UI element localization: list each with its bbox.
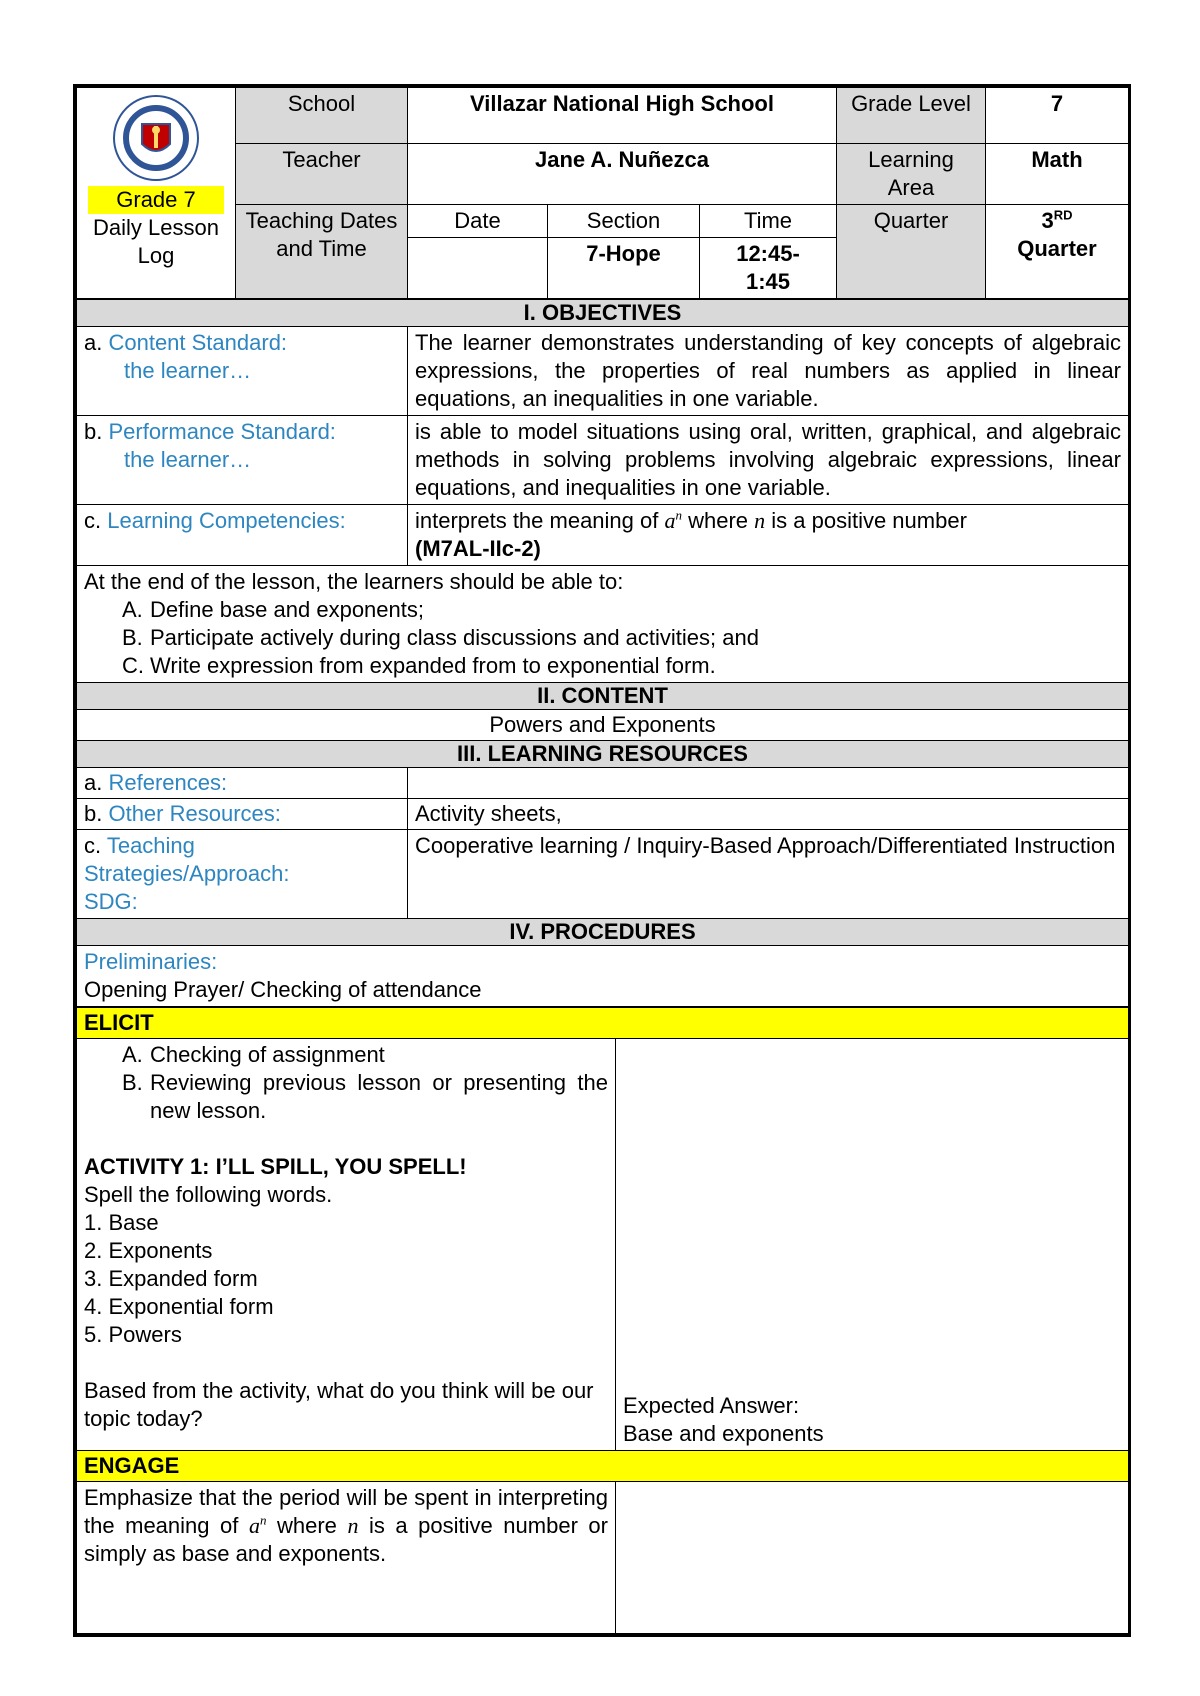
competency-text-pre: interprets the meaning of (415, 508, 665, 533)
content-heading: II. CONTENT (77, 683, 1129, 710)
time-cell (700, 205, 837, 299)
performance-standard-sub: the learner… (124, 447, 252, 472)
date-label: Date (408, 205, 547, 238)
strategies-label: Teaching Strategies/Approach: (84, 833, 290, 886)
goal-text: Write expression from expanded from to exponential form. (150, 653, 716, 678)
content-standard-label: Content Standard: (108, 330, 288, 355)
elicit-label: ELICIT (77, 1008, 1129, 1039)
competency-code: (M7AL-IIc-2) (415, 536, 541, 561)
teacher-label: Teacher (236, 144, 408, 205)
grade-level-label: Grade Level (837, 88, 986, 144)
quarter-word: Quarter (1017, 236, 1097, 261)
log-title-line2: Log (137, 243, 175, 268)
preliminaries-text: Opening Prayer/ Checking of attendance (84, 977, 482, 1002)
topic-question: Based from the activity, what do you think will be our topic today? (84, 1378, 594, 1431)
competencies-label: Learning Competencies: (107, 508, 346, 533)
word-item: 3. Expanded form (84, 1266, 258, 1291)
date-cell (408, 205, 548, 299)
goal-text: Participate actively during class discussions and activities; and (150, 625, 759, 650)
quarter-num: 3 (1041, 208, 1054, 233)
quarter-sup: RD (1053, 207, 1073, 223)
elicit-activities-cell (77, 1039, 616, 1451)
deped-seal-icon (112, 94, 200, 182)
strategies-letter: c. (84, 833, 107, 858)
other-resources-letter: b. (84, 801, 109, 826)
learning-area-value: Math (986, 144, 1129, 205)
performance-standard-letter: b. (84, 419, 109, 444)
strategies-cell (77, 830, 408, 919)
references-value (408, 768, 1129, 799)
performance-standard-label: Performance Standard: (108, 419, 336, 444)
activity-title: ACTIVITY 1: I’LL SPILL, YOU SPELL! (84, 1154, 467, 1179)
expected-answer-label: Expected Answer: (623, 1393, 800, 1418)
grade-badge: Grade 7 (88, 186, 224, 214)
section-cell (548, 205, 700, 299)
elicit-item (122, 1041, 608, 1069)
lesson-log-page (73, 84, 1131, 1637)
expected-answer-value: Base and exponents (623, 1421, 824, 1446)
learning-goals-intro: At the end of the lesson, the learners should be able to: (84, 569, 624, 594)
elicit-item (122, 1069, 608, 1125)
content-standard-cell (77, 327, 408, 416)
deped-logo-cell (77, 88, 236, 299)
content-standard-letter: a. (84, 330, 109, 355)
quarter-value (986, 205, 1129, 299)
engage-answer-cell (616, 1482, 1129, 1634)
competencies-text (408, 505, 1129, 566)
references-cell (77, 768, 408, 799)
learning-goals-cell (77, 566, 1129, 683)
goal-item (122, 652, 1121, 680)
engage-text (77, 1482, 616, 1634)
word-item: 4. Exponential form (84, 1294, 274, 1319)
school-label: School (236, 88, 408, 144)
competency-var: n (754, 508, 766, 533)
elicit-marker: B. (122, 1070, 143, 1095)
word-item: 5. Powers (84, 1322, 182, 1347)
time-label: Time (700, 205, 836, 238)
content-standard-text: The learner demonstrates understanding of key concepts of algebraic expressions, the properties of real numbers as applied in linear equations, an inequalities in one variable. (408, 327, 1129, 416)
objectives-table (76, 299, 1129, 1007)
content-topic: Powers and Exponents (77, 710, 1129, 741)
goal-text: Define base and exponents; (150, 597, 424, 622)
teaching-dates-label: Teaching Dates and Time (236, 205, 408, 299)
goal-marker: C. (122, 653, 144, 678)
grade-level-value: 7 (986, 88, 1129, 144)
content-standard-sub: the learner… (124, 358, 252, 383)
teacher-value: Jane A. Nuñezca (408, 144, 837, 205)
performance-standard-cell (77, 416, 408, 505)
engage-exp: n (259, 1512, 267, 1528)
quarter-label: Quarter (837, 205, 986, 299)
learning-area-label: Learning Area (837, 144, 986, 205)
engage-text-post: is a positive number or simply as base and exponents. (84, 1513, 608, 1566)
other-resources-value: Activity sheets, (408, 799, 1129, 830)
resources-heading: III. LEARNING RESOURCES (77, 741, 1129, 768)
word-item: 1. Base (84, 1210, 159, 1235)
references-letter: a. (84, 770, 109, 795)
competencies-letter: c. (84, 508, 108, 533)
expected-answer-cell (616, 1039, 1129, 1451)
lesson-log-frame (73, 84, 1131, 1637)
goal-item (122, 596, 1121, 624)
log-title-line1: Daily Lesson (93, 215, 219, 240)
competency-exp: n (675, 507, 682, 523)
competency-text-mid: where (681, 508, 755, 533)
section-label: Section (548, 205, 699, 238)
procedures-table (76, 1007, 1129, 1634)
section-value: 7-Hope (586, 241, 661, 266)
header-table (76, 87, 1129, 299)
competency-base: a (664, 508, 676, 533)
preliminaries-cell (77, 946, 1129, 1007)
elicit-marker: A. (122, 1042, 143, 1067)
engage-base: a (248, 1513, 260, 1538)
elicit-text: Checking of assignment (150, 1042, 385, 1067)
objectives-heading: I. OBJECTIVES (77, 300, 1129, 327)
procedures-heading: IV. PROCEDURES (77, 919, 1129, 946)
engage-text-pre: Emphasize that the period will be spent in interpreting the meaning of (84, 1485, 608, 1538)
sdg-label: SDG: (84, 889, 138, 914)
school-value: Villazar National High School (408, 88, 837, 144)
competency-text-post: is a positive number (765, 508, 967, 533)
word-item: 2. Exponents (84, 1238, 213, 1263)
goal-marker: B. (122, 625, 143, 650)
time-value: 12:45-1:45 (736, 241, 800, 294)
engage-text-mid: where (266, 1513, 348, 1538)
competencies-cell (77, 505, 408, 566)
engage-label: ENGAGE (77, 1451, 1129, 1482)
goal-item (122, 624, 1121, 652)
elicit-text: Reviewing previous lesson or presenting the new lesson. (150, 1070, 608, 1123)
engage-var: n (347, 1513, 359, 1538)
other-resources-cell (77, 799, 408, 830)
activity-instructions: Spell the following words. (84, 1182, 333, 1207)
references-label: References: (108, 770, 228, 795)
other-resources-label: Other Resources: (108, 801, 281, 826)
strategies-value: Cooperative learning / Inquiry-Based Approach/Differentiated Instruction (408, 830, 1129, 919)
goal-marker: A. (122, 597, 143, 622)
performance-standard-text: is able to model situations using oral, written, graphical, and algebraic methods in solving problems involving algebraic expressions, linear equations, and inequalities in one variable. (408, 416, 1129, 505)
preliminaries-label: Preliminaries: (84, 949, 218, 974)
